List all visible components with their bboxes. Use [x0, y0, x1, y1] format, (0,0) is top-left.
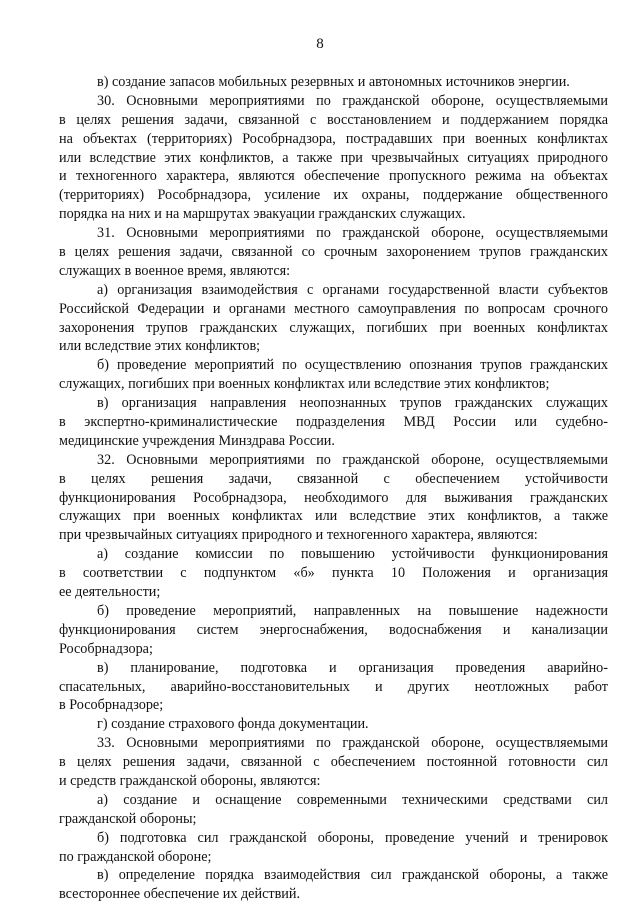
text-line: служащих при военных конфликтах или вследствие этих конфликтов, а также — [59, 508, 608, 525]
text-line: медицинские учреждения Минздрава России. — [59, 432, 335, 449]
text-line: или вследствие этих конфликтов; — [59, 338, 261, 355]
text-line: в) организация направления неопознанных трупов гражданских служащих — [97, 395, 608, 412]
text-line: а) создание и оснащение современными техническими средствами сил — [97, 791, 608, 808]
text-line: всестороннее обеспечение их действий. — [59, 886, 300, 903]
text-line: 33. Основными мероприятиями по гражданской обороне, осуществляемыми — [97, 735, 608, 752]
text-line: в экспертно-криминалистические подразделения МВД России или судебно- — [59, 414, 608, 431]
text-line: при чрезвычайных ситуациях природного и техногенного характера, являются: — [59, 527, 538, 544]
text-line: 31. Основными мероприятиями по гражданской обороне, осуществляемыми — [97, 225, 608, 242]
text-line: а) организация взаимодействия с органами государственной власти субъектов — [97, 281, 608, 298]
text-line: и средств гражданской обороны, являются: — [59, 772, 321, 789]
text-line: в) создание запасов мобильных резервных и автономных источников энергии. — [97, 74, 570, 90]
text-line: б) проведение мероприятий по осуществлению опознания трупов гражданских — [97, 357, 608, 374]
text-line: или вследствие этих конфликтов, а также при чрезвычайных ситуациях природного — [59, 149, 608, 166]
text-line: гражданской обороны; — [59, 810, 197, 827]
text-line: порядка на них и на маршрутах эвакуации гражданских служащих. — [59, 206, 466, 223]
text-line: 30. Основными мероприятиями по гражданской обороне, осуществляемыми — [97, 92, 608, 109]
text-line: на объектах (территориях) Рособрнадзора, пострадавших при военных конфликтах — [59, 130, 608, 147]
text-line: функционирования систем энергоснабжения, водоснабжения и канализации — [59, 621, 608, 638]
text-line: в) определение порядка взаимодействия сил гражданской обороны, а также — [97, 867, 608, 884]
text-line: 32. Основными мероприятиями по гражданской обороне, осуществляемыми — [97, 451, 608, 468]
text-line: г) создание страхового фонда документации. — [97, 716, 369, 733]
text-line: и техногенного характера, являются обеспечение пропускного режима на объектах — [59, 168, 608, 185]
text-line: функционирования Рособрнадзора, необходимого для выживания гражданских — [59, 489, 608, 506]
text-line: захоронения трупов гражданских служащих, погибших при военных конфликтах — [59, 319, 608, 336]
page-number: 8 — [316, 36, 324, 52]
text-line: б) подготовка сил гражданской обороны, проведение учений и тренировок — [97, 829, 608, 846]
text-line: (территориях) Рособрнадзора, усиление их охраны, поддержание общественного — [59, 187, 608, 204]
text-line: в Рособрнадзоре; — [59, 697, 164, 714]
text-line: в целях решения задачи, связанной с обеспечением постоянной готовности сил — [59, 754, 608, 771]
text-line: служащих, погибших при военных конфликтах или вследствие этих конфликтов; — [59, 376, 550, 393]
text-line: б) проведение мероприятий, направленных на повышение надежности — [97, 602, 608, 619]
text-line: Рособрнадзора; — [59, 640, 153, 657]
text-line: в соответствии с подпунктом «б» пункта 10 Положения и организация — [59, 565, 608, 582]
document-body — [59, 73, 608, 904]
text-line: в целях решения задачи, связанной со срочным захоронением трупов гражданских — [59, 244, 608, 261]
text-line: по гражданской обороне; — [59, 848, 212, 865]
text-line: в) планирование, подготовка и организация проведения аварийно- — [97, 659, 608, 676]
text-line: Российской Федерации и органами местного самоуправления по вопросам срочного — [59, 300, 608, 317]
text-line: в целях решения задачи, связанной с обеспечением устойчивости — [59, 470, 608, 487]
text-line: ее деятельности; — [59, 584, 161, 601]
text-line: в целях решения задачи, связанной с восстановлением и поддержанием порядка — [59, 111, 608, 128]
text-line: спасательных, аварийно-восстановительных и других неотложных работ — [59, 678, 608, 695]
text-line: служащих в военное время, являются: — [59, 262, 291, 279]
text-line: а) создание комиссии по повышению устойчивости функционирования — [97, 546, 608, 563]
